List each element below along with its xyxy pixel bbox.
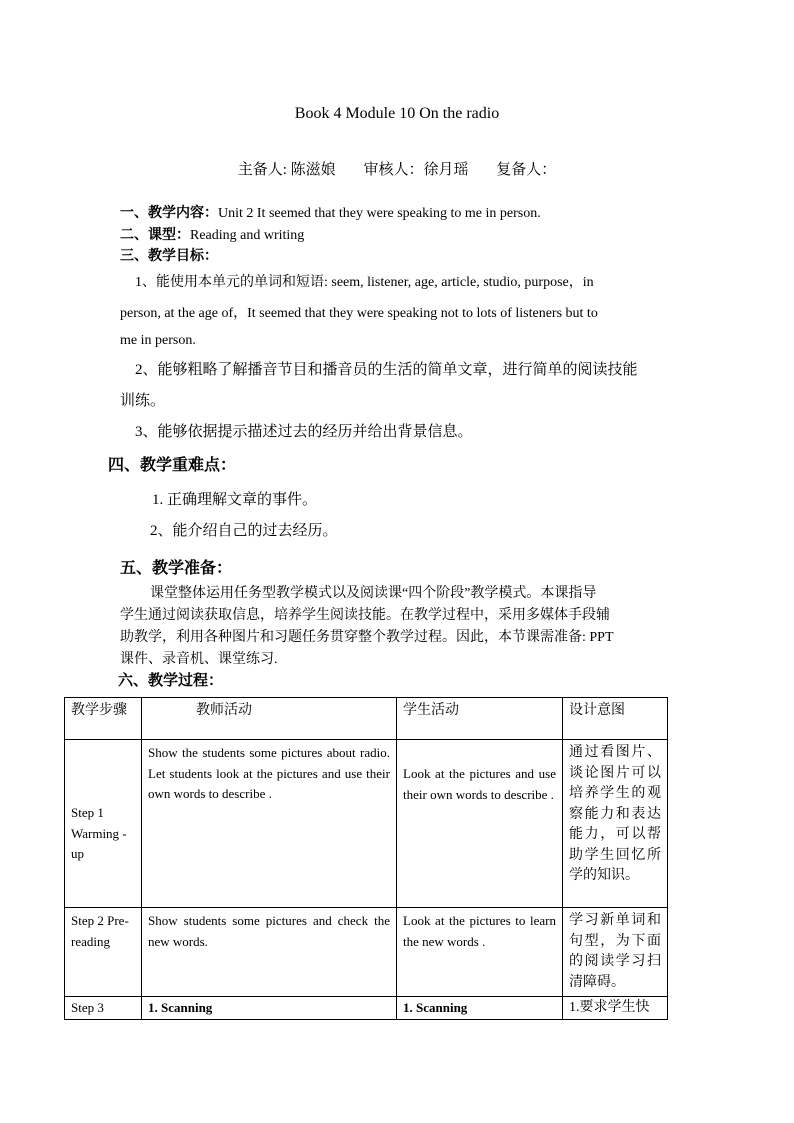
- goal-1-line-3: me in person.: [120, 333, 196, 348]
- reviewer: 审核人：徐月瑶: [363, 162, 469, 178]
- lesson-type-value: Reading and writing: [190, 228, 305, 243]
- key-point-1: 1. 正确理解文章的事件。: [152, 492, 318, 508]
- teaching-content-value: Unit 2 It seemed that they were speaking to me in person.: [218, 206, 541, 221]
- table-row: [65, 908, 668, 997]
- co-preparer: 复备人：: [496, 162, 557, 178]
- design-intent-cell: 学习新单词和句型，为下面的阅读学习扫清障碍。: [563, 908, 668, 997]
- header-teacher: 教师活动: [142, 698, 397, 740]
- author-line: [0, 158, 794, 179]
- step-cell: Step 2 Pre-reading: [65, 908, 142, 997]
- student-activity-cell: Look at the pictures and use their own words to describe .: [397, 740, 563, 908]
- table-row: [65, 740, 668, 908]
- goal-3: 3、能够依据提示描述过去的经历并给出背景信息。: [135, 424, 473, 440]
- lesson-type-label: 二、课型：: [120, 228, 190, 243]
- process-label: 六、教学过程：: [118, 673, 224, 689]
- preparation-label: 五、教学准备：: [120, 560, 233, 577]
- table-header-row: [65, 698, 668, 740]
- teaching-process-table: [64, 697, 668, 1020]
- step-cell: Step 1 Warming -up: [65, 740, 142, 908]
- design-intent-cell: 通过看图片、谈论图片可以培养学生的观察能力和表达能力，可以帮助学生回忆所学的知识。: [563, 740, 668, 908]
- lead-preparer: 主备人: 陈滋娘: [237, 162, 336, 178]
- step-cell: Step 3: [65, 997, 142, 1020]
- student-activity-cell: Look at the pictures to learn the new words .: [397, 908, 563, 997]
- preparation-line-3: 助教学，利用各种图片和习题任务贯穿整个教学过程。因此，本节课需准备: PPT: [120, 630, 614, 645]
- teaching-content-label: 一、教学内容：: [120, 206, 218, 221]
- key-points-label: 四、教学重难点：: [108, 457, 237, 474]
- header-step: 教学步骤: [65, 698, 142, 740]
- goal-2-line-2: 训练。: [120, 393, 166, 409]
- lesson-type: [120, 224, 304, 244]
- header-student: 学生活动: [397, 698, 563, 740]
- preparation-line-1: 课堂整体运用任务型教学模式以及阅读课“四个阶段”教学模式。本课指导: [150, 586, 597, 601]
- goal-2-line-1: 2、能够粗略了解播音节目和播音员的生活的简单文章，进行简单的阅读技能: [135, 362, 638, 378]
- teacher-activity-cell: Show the students some pictures about radio. Let students look at the pictures and use their own words to describe .: [142, 740, 397, 908]
- preparation-line-2: 学生通过阅读获取信息，培养学生阅读技能。在教学过程中，采用多媒体手段辅: [120, 608, 610, 623]
- goal-1-line-1: 1、能使用本单元的单词和短语: seem, listener, age, article, studio, purpose，in: [135, 275, 594, 290]
- goal-1-line-2: person, at the age of，It seemed that they were speaking not to lots of listeners but to: [120, 306, 598, 321]
- table-row: [65, 997, 668, 1020]
- teacher-activity-cell: Show students some pictures and check the new words.: [142, 908, 397, 997]
- preparation-line-4: 课件、录音机、课堂练习.: [120, 652, 278, 667]
- teaching-goals-label: 三、教学目标：: [120, 249, 218, 264]
- header-design: 设计意图: [563, 698, 668, 740]
- teaching-content: [120, 202, 541, 222]
- key-point-2: 2、能介绍自己的过去经历。: [150, 523, 338, 539]
- student-activity-cell: 1. Scanning: [397, 997, 563, 1020]
- design-intent-cell: 1.要求学生快: [563, 997, 668, 1020]
- teacher-activity-cell: 1. Scanning: [142, 997, 397, 1020]
- document-title: Book 4 Module 10 On the radio: [294, 105, 500, 122]
